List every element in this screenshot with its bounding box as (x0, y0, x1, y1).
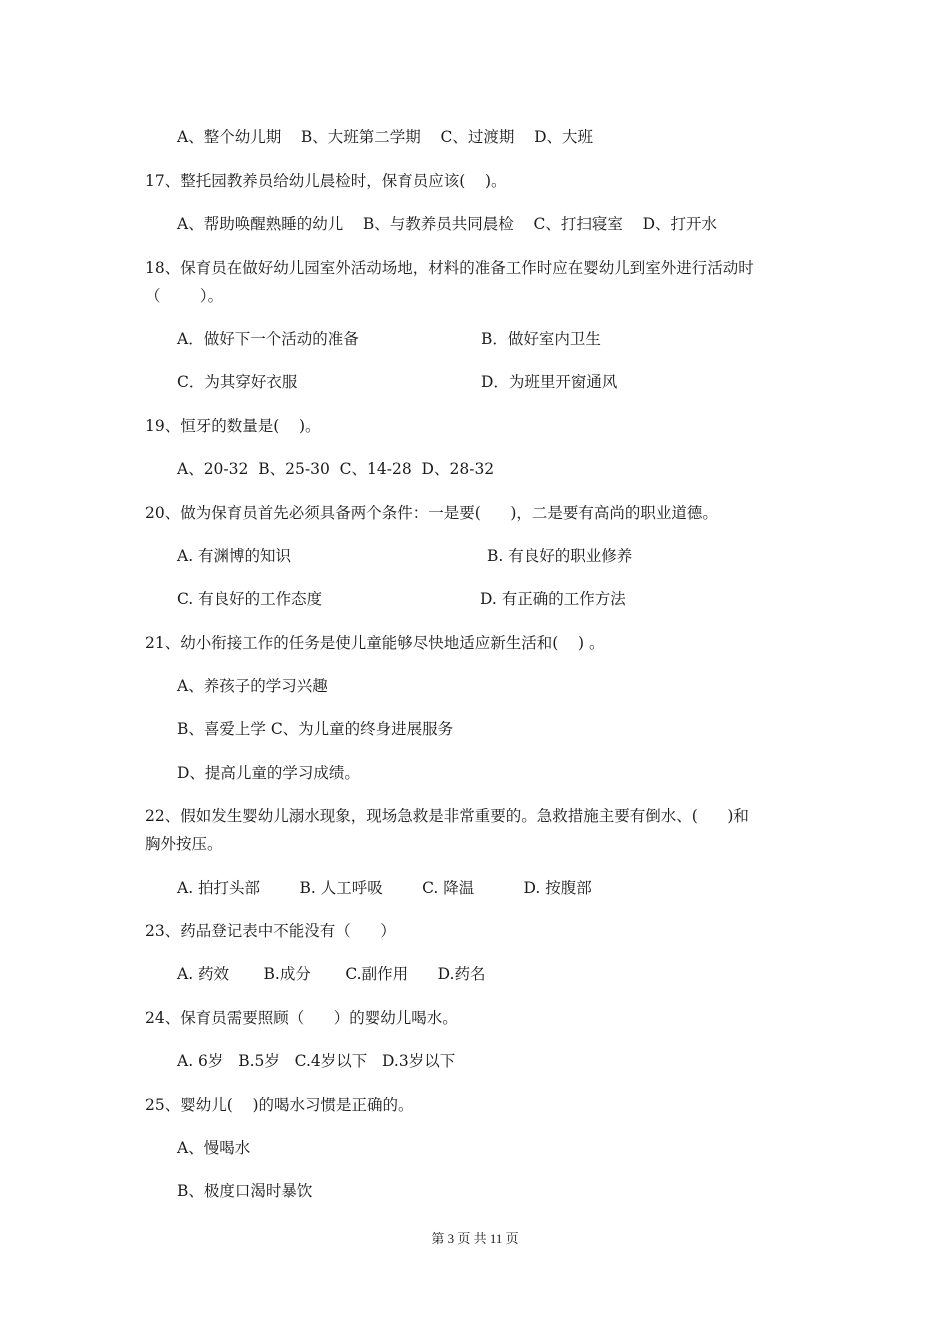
q18-option-a: A．做好下一个活动的准备 (177, 330, 359, 348)
q22-options: A. 拍打头部 B. 人工呼吸 C. 降温 D. 按腹部 (177, 879, 592, 897)
q24-options: A. 6岁 B.5岁 C.4岁以下 D.3岁以下 (177, 1052, 456, 1070)
q18-stem-line2: （ ）。 (145, 287, 224, 305)
q22-stem-line2: 胸外按压。 (145, 835, 223, 853)
q21-stem: 21、幼小衔接工作的任务是使儿童能够尽快地适应新生活和( ) 。 (145, 634, 605, 652)
q18-stem-line1: 18、保育员在做好幼儿园室外活动场地，材料的准备工作时应在婴幼儿到室外进行活动时 (145, 259, 754, 277)
q25-option-b: B、极度口渴时暴饮 (177, 1182, 313, 1200)
q18-option-c: C．为其穿好衣服 (177, 373, 298, 391)
q20-option-c: C. 有良好的工作态度 (177, 590, 323, 608)
q25-option-a: A、慢喝水 (177, 1139, 251, 1157)
q23-options: A. 药效 B.成分 C.副作用 D.药名 (177, 965, 486, 983)
q25-stem: 25、婴幼儿( )的喝水习惯是正确的。 (145, 1096, 414, 1114)
q20-stem: 20、做为保育员首先必须具备两个条件：一是要( )，二是要有高尚的职业道德。 (145, 504, 718, 522)
q20-option-a: A. 有渊博的知识 (177, 547, 292, 565)
q17-options: A、帮助唤醒熟睡的幼儿 B、与教养员共同晨检 C、打扫寝室 D、打开水 (177, 215, 717, 233)
q22-stem-line1: 22、假如发生婴幼儿溺水现象，现场急救是非常重要的。急救措施主要有倒水、( )和 (145, 807, 749, 825)
q23-stem: 23、药品登记表中不能没有（ ） (145, 922, 396, 940)
q17-stem: 17、整托园教养员给幼儿晨检时，保育员应该( )。 (145, 172, 507, 190)
q21-option-a: A、养孩子的学习兴趣 (177, 677, 328, 695)
page-number-footer: 第 3 页 共 11 页 (431, 1231, 519, 1246)
q18-option-b: B．做好室内卫生 (481, 330, 601, 348)
q18-option-d: D．为班里开窗通风 (481, 373, 618, 391)
q21-option-d: D、提高儿童的学习成绩。 (177, 764, 360, 782)
q19-options: A、20-32 B、25-30 C、14-28 D、28-32 (177, 460, 495, 478)
q20-option-d: D. 有正确的工作方法 (480, 590, 626, 608)
q20-option-b: B. 有良好的职业修养 (487, 547, 633, 565)
q19-stem: 19、恒牙的数量是( )。 (145, 417, 321, 435)
q21-option-bc: B、喜爱上学 C、为儿童的终身进展服务 (177, 720, 454, 738)
q24-stem: 24、保育员需要照顾（ ）的婴幼儿喝水。 (145, 1009, 458, 1027)
q16-options: A、整个幼儿期 B、大班第二学期 C、过渡期 D、大班 (177, 128, 593, 146)
